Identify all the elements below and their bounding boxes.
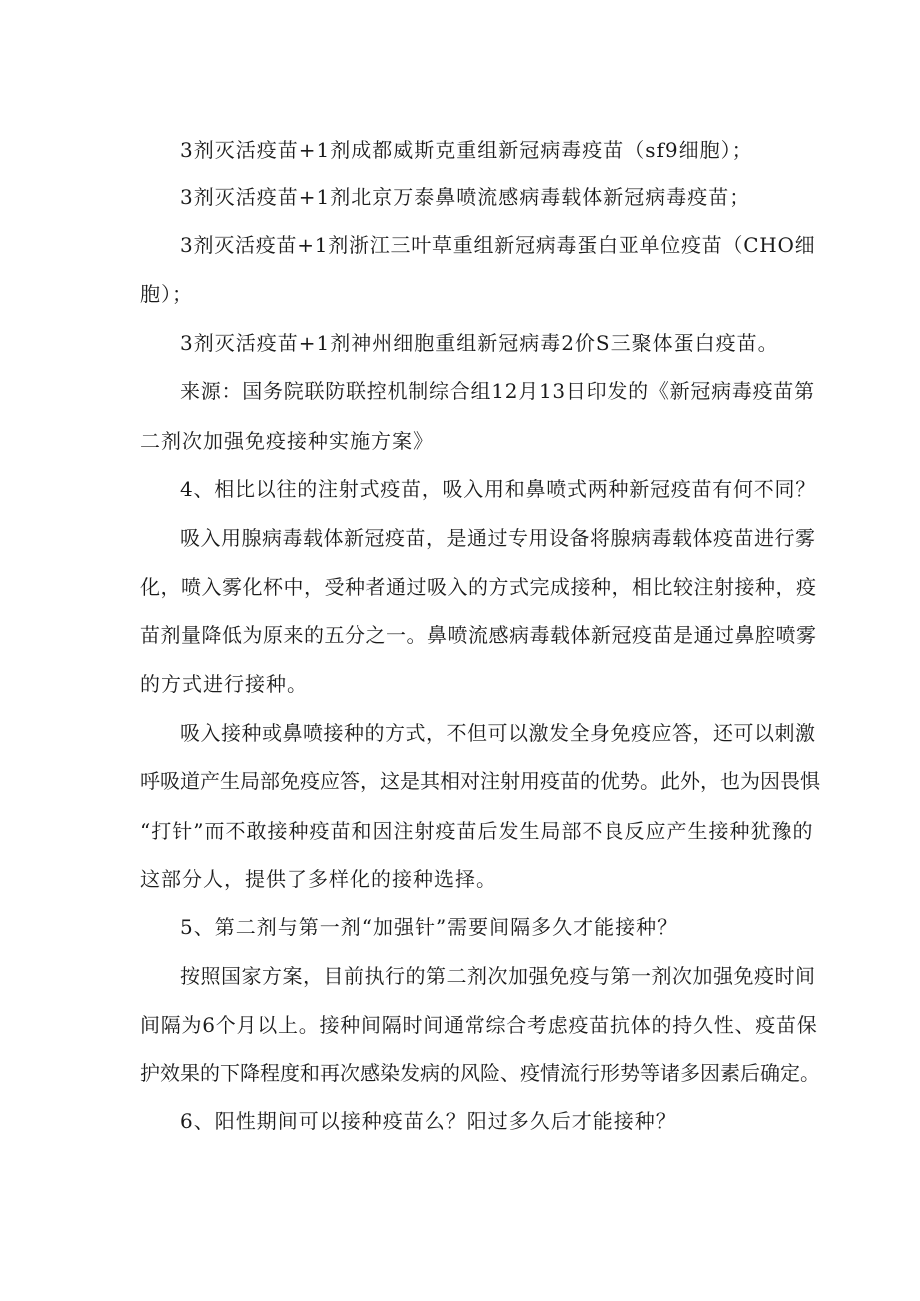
text-line: 来源：国务院联防联控机制综合组12月13日印发的《新冠病毒疫苗第 <box>180 379 815 403</box>
text-line: 胞）； <box>140 282 193 306</box>
text-line: 的方式进行接种。 <box>140 672 308 696</box>
section-heading: 4、相比以往的注射式疫苗，吸入用和鼻喷式两种新冠疫苗有何不同？ <box>180 477 816 501</box>
text-line: 这部分人，提供了多样化的接种选择。 <box>140 867 497 891</box>
text-line: 苗剂量降低为原来的五分之一。鼻喷流感病毒载体新冠疫苗是通过鼻腔喷雾 <box>140 623 817 647</box>
text-line: 呼吸道产生局部免疫应答，这是其相对注射用疫苗的优势。此外，也为因畏惧 <box>140 769 820 793</box>
text-line: 3剂灭活疫苗+1剂成都威斯克重组新冠病毒疫苗（sf9细胞）； <box>180 138 753 162</box>
text-line: 3剂灭活疫苗+1剂北京万泰鼻喷流感病毒载体新冠病毒疫苗； <box>180 185 751 209</box>
text-line: 3剂灭活疫苗+1剂神州细胞重组新冠病毒2价S三聚体蛋白疫苗。 <box>180 331 779 355</box>
text-line: 化，喷入雾化杯中，受种者通过吸入的方式完成接种，相比较注射接种，疫 <box>140 575 817 599</box>
text-line: 二剂次加强免疫接种实施方案》 <box>140 429 434 453</box>
text-line: 3剂灭活疫苗+1剂浙江三叶草重组新冠病毒蛋白亚单位疫苗（CHO细 <box>180 233 816 257</box>
text-line: 护效果的下降程度和再次感染发病的风险、疫情流行形势等诸多因素后确定。 <box>140 1061 820 1085</box>
text-line: “打针”而不敢接种疫苗和因注射疫苗后发生局部不良反应产生接种犹豫的 <box>140 819 814 843</box>
text-line: 间隔为6个月以上。接种间隔时间通常综合考虑疫苗抗体的持久性、疫苗保 <box>140 1013 818 1037</box>
text-line: 吸入接种或鼻喷接种的方式，不但可以激发全身免疫应答，还可以刺激 <box>180 721 816 745</box>
section-heading: 6、阳性期间可以接种疫苗么？阳过多久后才能接种？ <box>180 1109 677 1133</box>
section-heading: 5、第二剂与第一剂“加强针”需要间隔多久才能接种？ <box>180 915 679 939</box>
text-line: 按照国家方案，目前执行的第二剂次加强免疫与第一剂次加强免疫时间 <box>180 964 816 988</box>
text-line: 吸入用腺病毒载体新冠疫苗，是通过专用设备将腺病毒载体疫苗进行雾 <box>180 526 816 550</box>
